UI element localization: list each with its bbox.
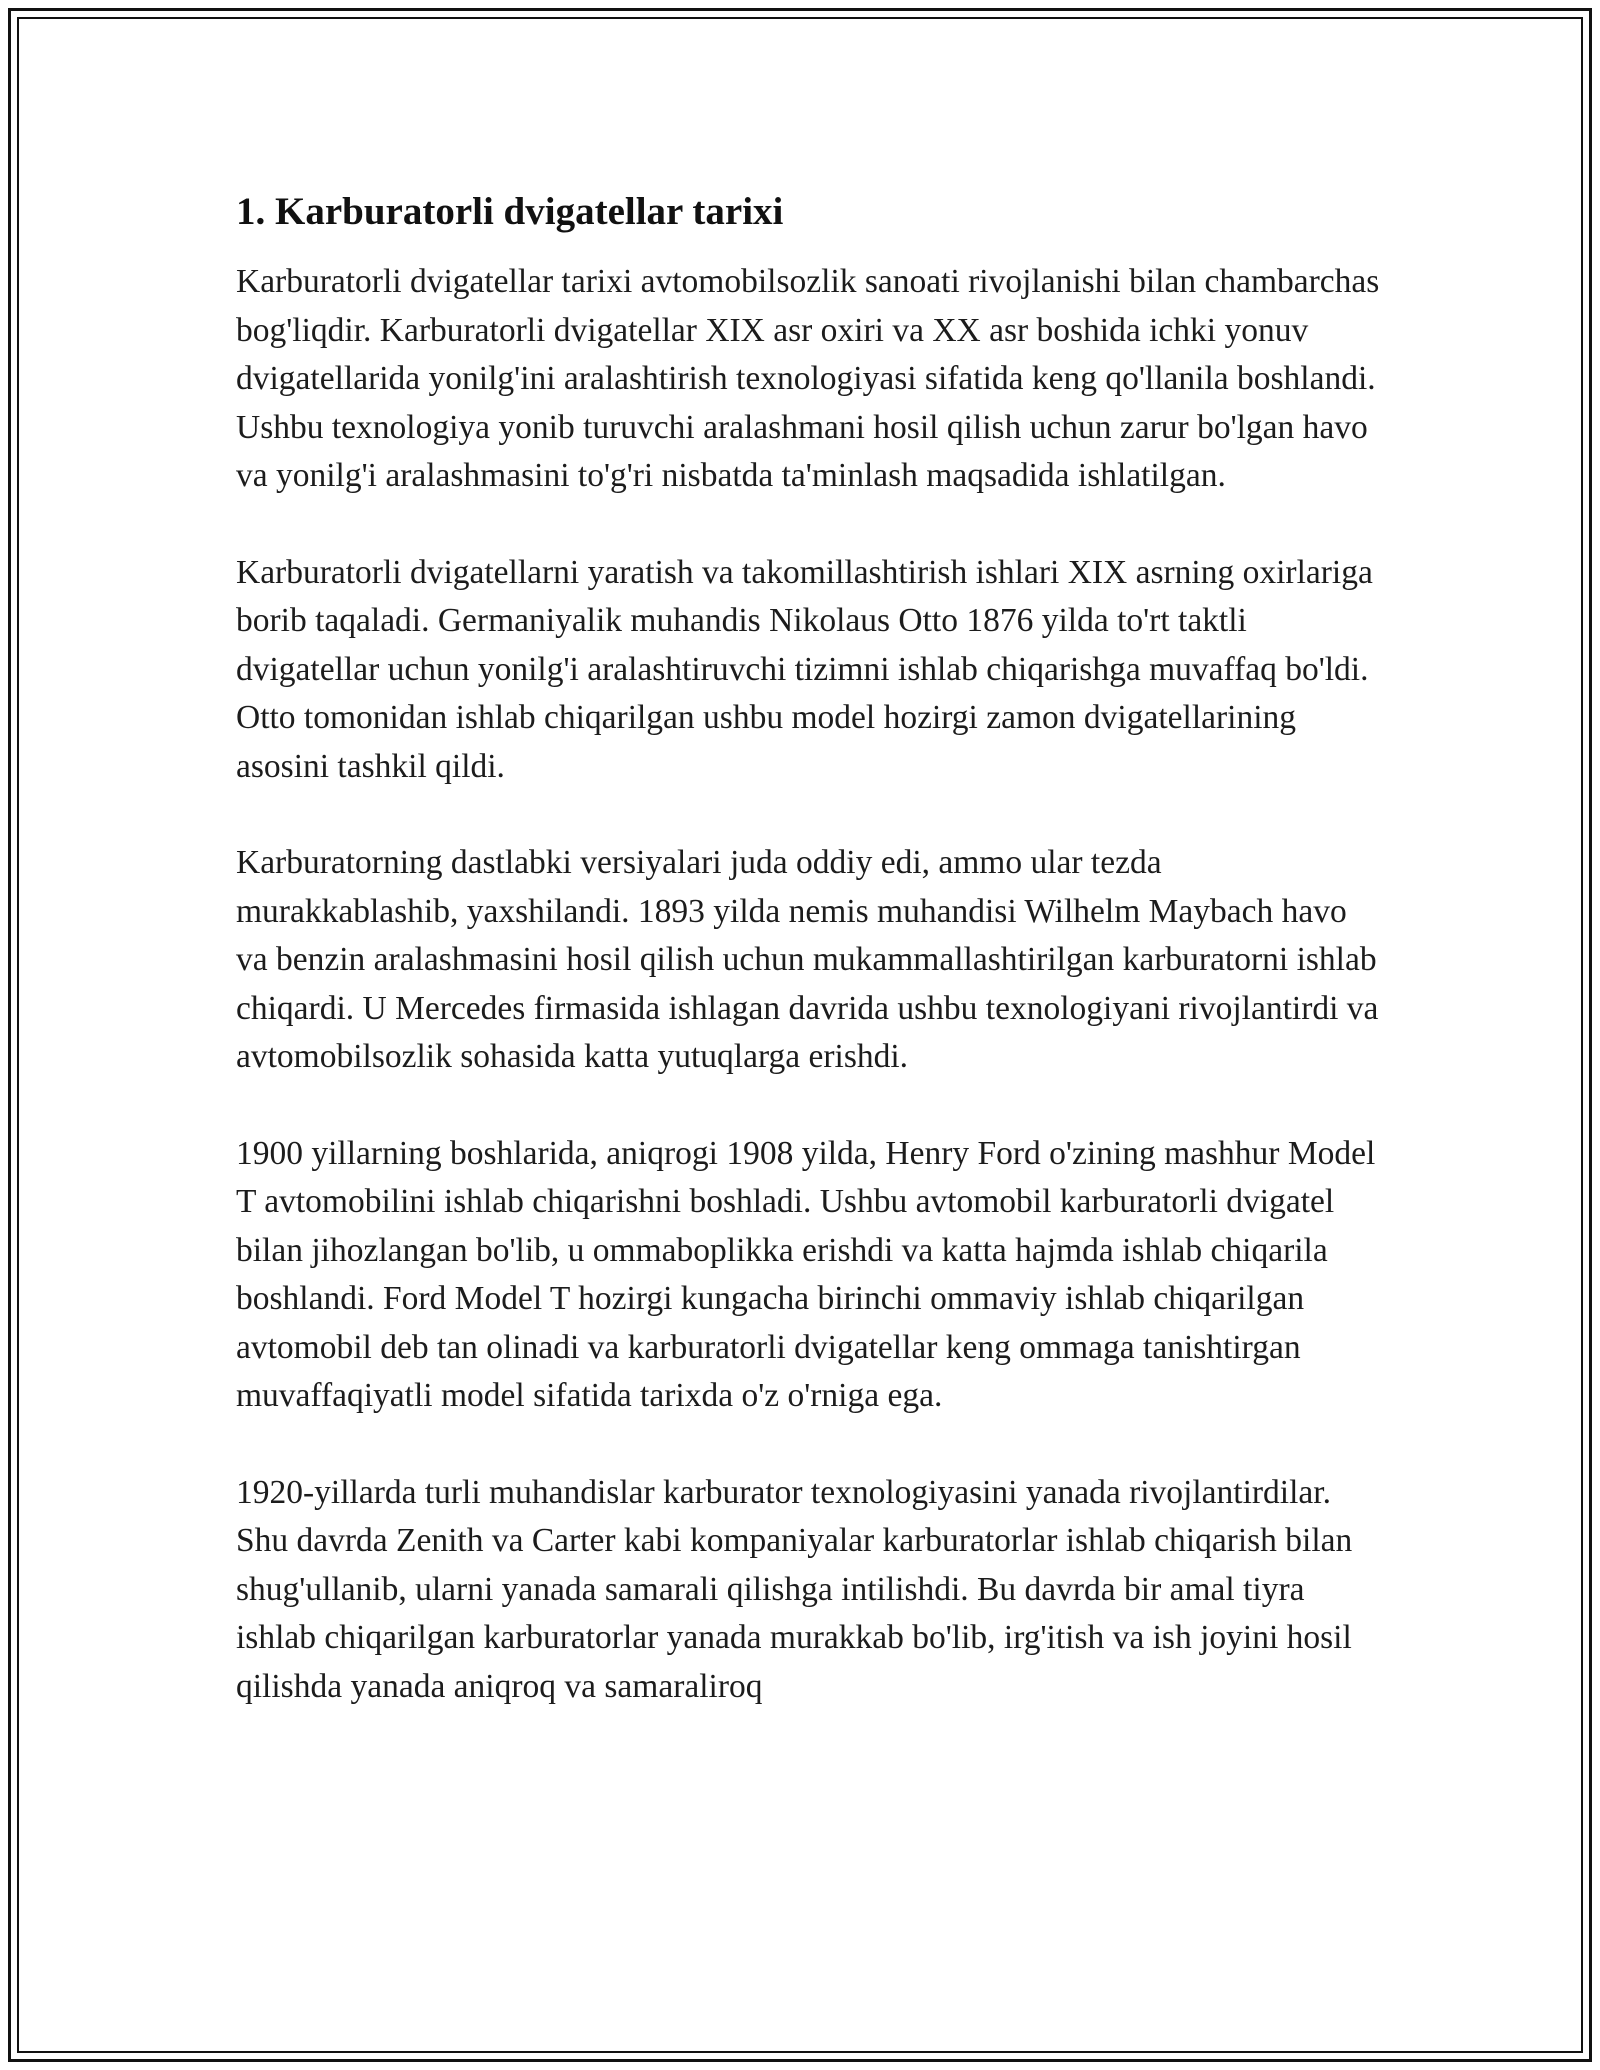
paragraph-3: Karburatorning dastlabki versiyalari juda oddiy edi, ammo ular tezda murakkablashib, yaxshilandi. 1893 yilda nemis muhandisi Wilhelm Maybach havo va benzin aralashmasini hosil qilish uchun mukammallashtirilgan karburatorni ishlab chiqardi. U Mercedes firmasida ishlagan davrida ushbu texnologiyani rivojlantirdi va avtomobilsozlik sohasida katta yutuqlarga erishdi.	[236, 844, 1379, 1075]
paragraph-2: Karburatorli dvigatellarni yaratish va takomillashtirish ishlari XIX asrning oxirlariga borib taqaladi. Germaniyalik muhandis Nikolaus Otto 1876 yilda to'rt taktli dvigatellar uchun yonilg'i aralashtiruvchi tizimni ishlab chiqarishga muvaffaq bo'ldi. Otto tomonidan ishlab chiqarilgan ushbu model hozirgi zamon dvigatellarining asosini tashkil qildi.	[236, 553, 1373, 785]
document-body	[236, 186, 1386, 1759]
paragraph-1: Karburatorli dvigatellar tarixi avtomobilsozlik sanoati rivojlanishi bilan chambarchas bog'liqdir. Karburatorli dvigatellar XIX asr oxiri va XX asr boshida ichki yonuv dvigatellarida yonilg'ini aralashtirish texnologiyasi sifatida keng qo'llanila boshlandi. Ushbu texnologiya yonib turuvchi aralashmani hosil qilish uchun zarur bo'lgan havo va yonilg'i aralashmasini to'g'ri nisbatda ta'minlash maqsadida ishlatilgan.	[236, 263, 1380, 494]
paragraph-5: 1920-yillarda turli muhandislar karburator texnologiyasini yanada rivojlantirdilar. Shu davrda Zenith va Carter kabi kompaniyalar karburatorlar ishlab chiqarish bilan shug'ullanib, ularni yanada samarali qilishga intilishdi. Bu davrda bir amal tiyra ishlab chiqarilgan karburatorlar yanada murakkab bo'lib, irg'itish va ish joyini hosil qilishda yanada aniqroq va samaraliroq	[236, 1473, 1353, 1705]
section-heading: 1. Karburatorli dvigatellar tarixi	[236, 190, 784, 233]
paragraph-4: 1900 yillarning boshlarida, aniqrogi 1908 yilda, Henry Ford o'zining mashhur Model T avtomobilini ishlab chiqarishni boshladi. Ushbu avtomobil karburatorli dvigatel bilan jihozlangan bo'lib, u ommaboplikka erishdi va katta hajmda ishlab chiqarila boshlandi. Ford Model T hozirgi kungacha birinchi ommaviy ishlab chiqarilgan avtomobil deb tan olinadi va karburatorli dvigatellar keng ommaga tanishtirgan muvaffaqiyatli model sifatida tarixda o'z o'rniga ega.	[236, 1134, 1376, 1414]
